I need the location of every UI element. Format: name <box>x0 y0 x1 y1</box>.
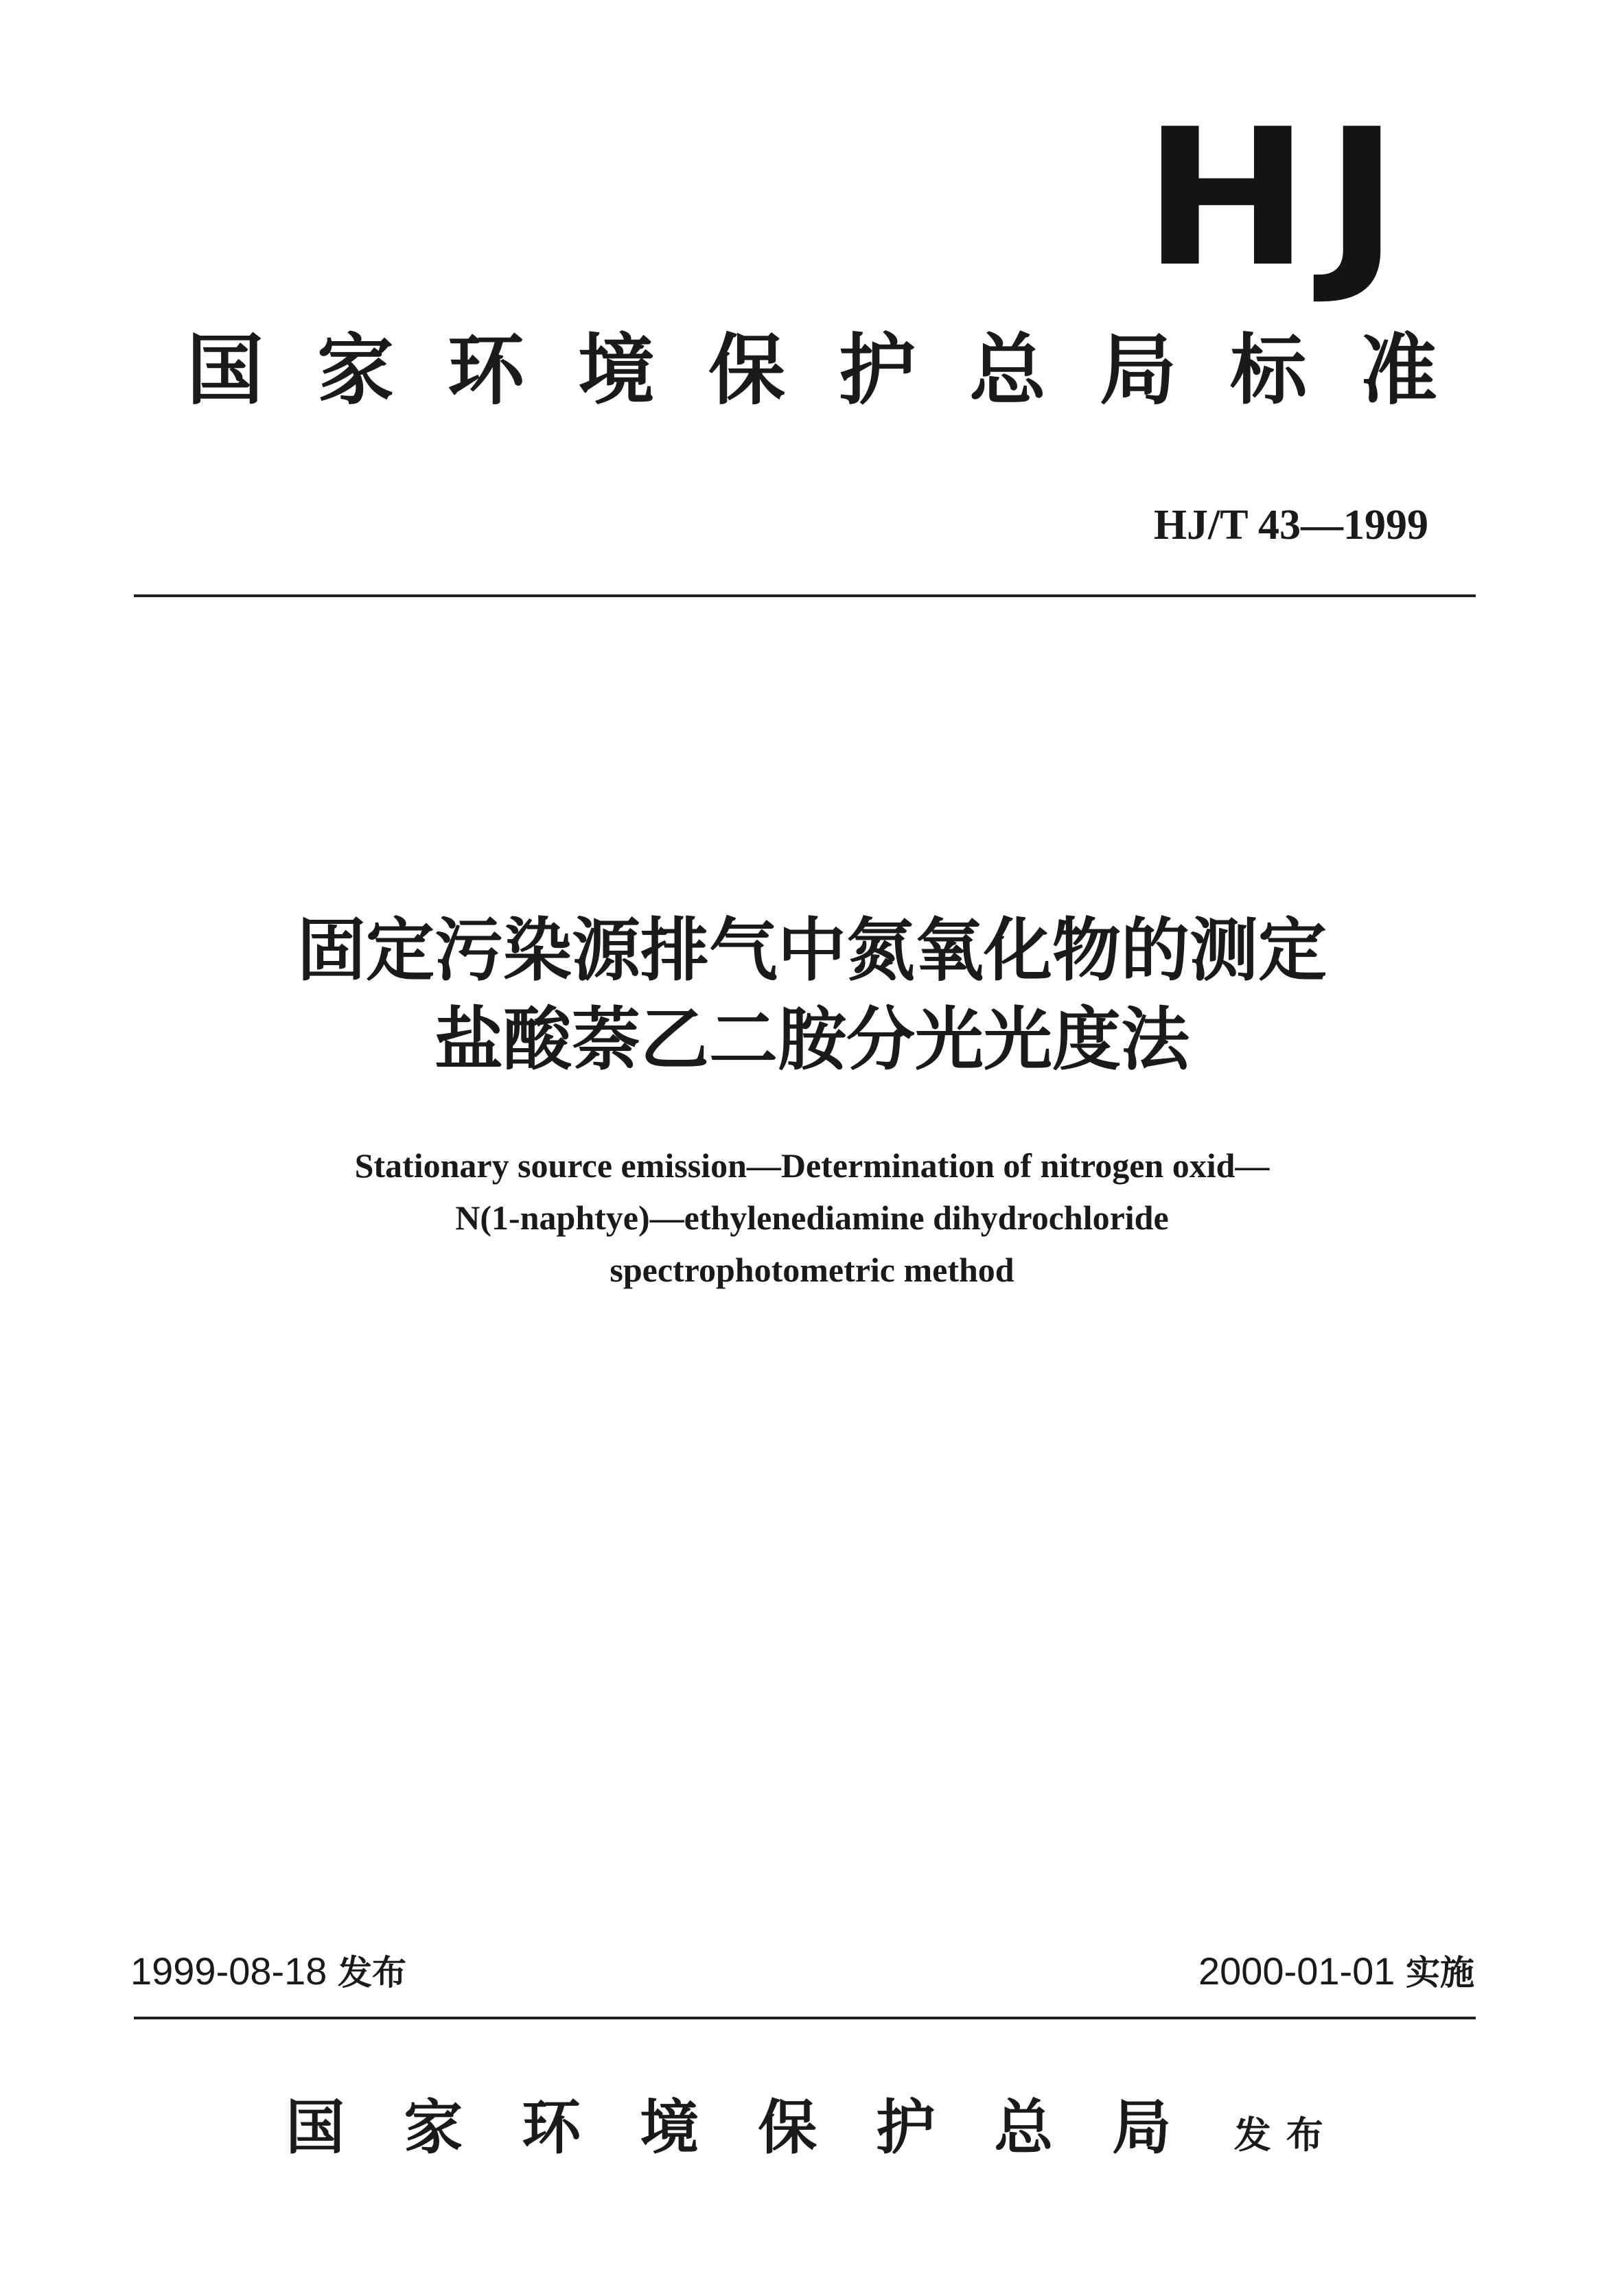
publisher-name: 国家环境保护总局 <box>286 2093 1231 2162</box>
issue-label: 发布 <box>338 1953 407 1993</box>
title-zh-line2: 盐酸萘乙二胺分光光度法 <box>434 999 1190 1080</box>
title-en-line2: N(1-naphtye)—ethylenediamine dihydrochloride <box>455 1198 1169 1237</box>
implement-label: 实施 <box>1406 1953 1474 1993</box>
header-divider <box>134 594 1476 597</box>
footer-divider <box>134 2017 1476 2019</box>
implement-date-block <box>1198 1944 1474 2000</box>
organization-header: 国家环境保护总局标准 <box>187 325 1491 415</box>
title-en-line3: spectrophotometric method <box>610 1251 1014 1289</box>
title-en-line1: Stationary source emission—Determination of nitrogen oxid— <box>354 1146 1270 1185</box>
implement-date: 2000-01-01 <box>1198 1949 1395 1993</box>
hj-logo: HJ <box>1143 89 1414 309</box>
publisher-suffix: 发布 <box>1233 2113 1338 2157</box>
issue-date-block <box>130 1944 406 2000</box>
title-zh-line1: 固定污染源排气中氮氧化物的测定 <box>297 910 1327 990</box>
publisher <box>0 2080 1624 2192</box>
standard-code: HJ/T 43—1999 <box>1153 502 1428 548</box>
issue-date: 1999-08-18 <box>130 1949 327 1993</box>
